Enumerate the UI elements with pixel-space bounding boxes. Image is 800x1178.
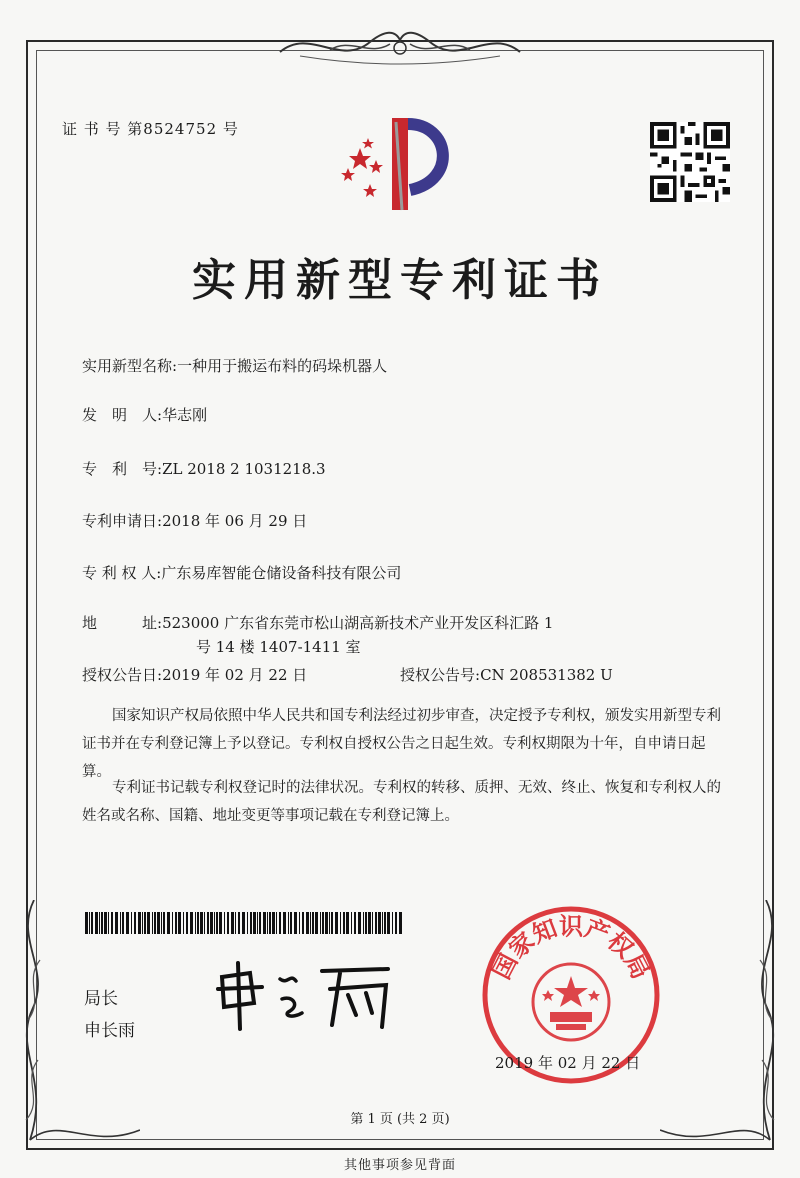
inventor-row [82, 404, 207, 425]
bottom-note: 其他事项参见背面 [343, 1158, 456, 1173]
patentee-label: 专 利 权 人: [82, 564, 162, 582]
grant-date-label: 授权公告日: [82, 666, 163, 684]
filing-date-label: 专利申请日: [82, 512, 163, 530]
certificate-number: 证 书 号 第8524752 号 [62, 120, 239, 138]
svg-text:国家知识产权局 [487, 913, 654, 984]
address-value-line1: 523000 广东省东莞市松山湖高新技术产业开发区科汇路 1 [162, 614, 554, 632]
patent-number-value: ZL 2018 2 1031218.3 [162, 460, 326, 478]
patentee-row [82, 562, 401, 583]
filing-date-row [82, 510, 307, 531]
seal-text: 国家知识产权局 [487, 912, 655, 984]
certificate-title: 实用新型专利证书 [192, 255, 608, 306]
patent-number-row [82, 458, 326, 479]
patentee-value: 广东易库智能仓储设备科技有限公司 [161, 564, 402, 582]
page-number: 第 1 页 (共 2 页) [350, 1112, 450, 1127]
grant-number-row [400, 664, 613, 685]
legal-paragraph-1: 国家知识产权局依照中华人民共和国专利法经过初步审查，决定授予专利权，颁发实用新型专利证书并在专利登记簿上予以登记。专利权自授权公告之日起生效。专利权期限为十年，自申请日起算。 [82, 708, 721, 780]
address-row [82, 612, 553, 633]
legal-paragraph-2: 专利证书记载专利权登记时的法律状况。专利权的转移、质押、无效、终止、恢复和专利权人的姓名或名称、国籍、地址变更等事项记载在专利登记簿上。 [82, 780, 721, 824]
filing-date-value: 2018 年 06 月 29 日 [162, 512, 308, 530]
director-title: 局长 [84, 989, 118, 1009]
barcode-icon [85, 912, 403, 934]
right-ornament [746, 900, 786, 1140]
director-name: 申长雨 [84, 1021, 135, 1041]
qr-code-icon [650, 122, 730, 202]
utility-model-name-row [82, 355, 387, 376]
cnipa-logo-icon [330, 110, 470, 220]
top-ornament [270, 22, 530, 72]
director-signature [210, 955, 410, 1035]
grant-date-value: 2019 年 02 月 22 日 [162, 666, 308, 684]
name-value: 一种用于搬运布料的码垛机器人 [177, 357, 388, 375]
address-value-line2: 号 14 楼 1407-1411 室 [196, 638, 361, 656]
grant-number-value: CN 208531382 U [480, 666, 613, 684]
name-label: 实用新型名称: [82, 357, 178, 375]
grant-number-label: 授权公告号: [400, 666, 481, 684]
patent-number-label: 专 利 号: [82, 460, 163, 478]
grant-date-row [82, 664, 307, 685]
inventor-label: 发 明 人: [82, 406, 163, 424]
seal-date: 2019 年 02 月 22 日 [495, 1054, 641, 1072]
left-ornament [14, 900, 54, 1140]
inventor-value: 华志刚 [162, 406, 208, 424]
address-label: 地 址: [82, 614, 163, 632]
